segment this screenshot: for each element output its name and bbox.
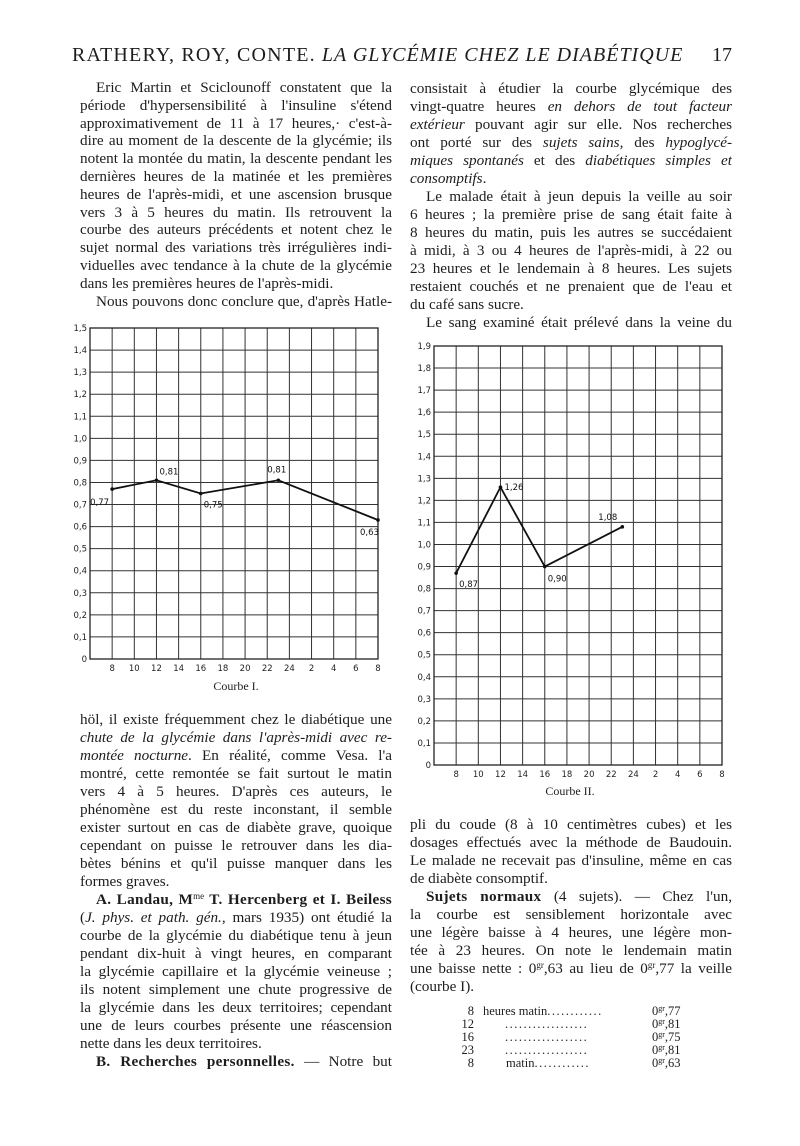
text-run: Le sang examiné était prélevé dans la veine du: [426, 314, 732, 331]
value-unit: gr: [658, 1017, 665, 1026]
leader-dots: ............: [547, 1005, 603, 1018]
value-unit: gr: [658, 1030, 665, 1039]
data-point: [376, 518, 380, 522]
bold-run: Sujets normaux: [426, 888, 542, 905]
italic-run: hypoglycé-: [665, 134, 732, 151]
superscript: me: [193, 891, 205, 901]
text-run: une baisse nette : 0: [410, 960, 537, 977]
x-tick-label: 20: [583, 770, 595, 780]
text-run: une de leurs courbes présente une réascension: [80, 1017, 392, 1034]
bold-run: T. Hercenberg et I. Beiless: [204, 891, 392, 908]
text-run: cependant on puisse le retrouver dans les dia-: [80, 837, 392, 854]
y-tick-label: 1,5: [417, 430, 431, 441]
text-run: la glycémie dans les deux territoires; cependant: [80, 999, 392, 1016]
label-text: heures matin: [483, 1005, 548, 1018]
bold-run: B. Recherches personnelles.: [96, 1053, 295, 1070]
text-run: consistait à étudier la courbe glycémique des: [410, 80, 732, 97]
x-tick-label: 16: [539, 770, 551, 780]
text-run: nette dans les deux territoires.: [80, 1035, 262, 1052]
text-run: ,77 la veille: [655, 960, 732, 977]
italic-run: en dehors de tout facteur: [547, 98, 732, 115]
data-point: [277, 478, 281, 482]
text-run: phénomène est du reste inconstant, il semble: [80, 801, 392, 818]
text-run: vers 3 à 5 heures du matin. Ils retrouvent la: [80, 203, 392, 221]
page-number: 17: [712, 44, 732, 66]
y-tick-label: 0,7: [417, 606, 431, 617]
value-decimal: ,81: [664, 1017, 681, 1031]
value-decimal: ,81: [664, 1043, 681, 1057]
hour-cell: 16: [461, 1030, 474, 1044]
text-run: la courbe est sensiblement horizontale avec: [410, 906, 732, 923]
x-tick-label: 14: [517, 770, 529, 780]
header-title: LA GLYCÉMIE CHEZ LE DIABÉTIQUE: [321, 44, 684, 66]
x-tick-label: 24: [283, 664, 295, 674]
text-run: restaient couchés et ne prenaient que de l'eau et: [410, 278, 732, 295]
x-tick-label: 24: [627, 770, 639, 780]
x-tick-label: 20: [239, 664, 251, 674]
x-tick-label: 8: [109, 664, 115, 674]
text-run: dire au moment de la descente de la glycémie; ils: [80, 132, 392, 150]
text-run: (: [80, 909, 86, 926]
x-tick-label: 8: [375, 664, 381, 674]
hour-cell: 12: [461, 1017, 474, 1031]
hour-cell: 8: [467, 1004, 474, 1018]
text-run: (4 sujets). — Chez l'un,: [541, 888, 732, 905]
y-tick-label: 1,6: [417, 408, 431, 419]
y-tick-label: 0,2: [417, 716, 431, 727]
bold-run: A. Landau, M: [96, 891, 194, 908]
text-run: höl, il existe fréquemment chez le diabétique une: [80, 711, 392, 728]
y-tick-label: 1,4: [417, 452, 431, 463]
data-point: [110, 487, 114, 491]
text-run: Nous pouvons donc conclure que, d'après Hatle-: [96, 292, 392, 310]
text-run: 23 heures et le lendemain à 8 heures. Les sujets: [410, 260, 732, 277]
plot-frame: [434, 346, 722, 765]
y-tick-label: 0,5: [417, 650, 431, 661]
x-tick-label: 8: [719, 770, 725, 780]
y-tick-label: 1,7: [417, 386, 431, 397]
label-text: matin: [506, 1057, 535, 1070]
y-tick-label: 0,2: [73, 610, 87, 621]
value-integer: 0: [652, 1056, 659, 1070]
x-tick-label: 10: [472, 770, 484, 780]
value-unit: gr: [658, 1004, 665, 1013]
x-tick-label: 22: [605, 770, 617, 780]
y-tick-label: 1,4: [73, 346, 87, 357]
text-run: ,63 au lieu de 0: [543, 960, 648, 977]
text-run: , des: [619, 134, 666, 151]
hour-cell: 8: [467, 1056, 474, 1070]
text-run: dernières heures de la matinée et les premières: [80, 167, 392, 185]
value-unit: gr: [658, 1043, 665, 1052]
x-tick-label: 4: [674, 770, 681, 780]
text-run: 8 heures du matin, puis les autres se succédaient: [410, 224, 732, 241]
y-tick-label: 0,1: [73, 632, 87, 643]
text-run: ils notent simplement une chute progressive de: [80, 981, 392, 998]
y-tick-label: 1,0: [417, 540, 431, 551]
text-run: approximativement de 11 à 17 heures,· c'est-à-: [80, 114, 392, 132]
y-tick-label: 0,1: [417, 738, 431, 749]
leader-dots: ............: [534, 1057, 590, 1070]
x-tick-label: 2: [308, 664, 315, 674]
y-tick-label: 1,3: [417, 474, 431, 485]
value-integer: 0: [652, 1030, 659, 1044]
y-tick-label: 1,1: [417, 518, 431, 529]
text-run: heures de l'après-midi, et une ascension brusque: [80, 185, 392, 203]
y-tick-label: 0,4: [417, 672, 431, 683]
x-tick-label: 4: [330, 664, 337, 674]
text-run: notent la montée du matin, la descente pendant les: [80, 150, 392, 168]
text-run: et des: [523, 152, 586, 169]
y-tick-label: 0,9: [73, 456, 87, 467]
y-tick-label: 0,7: [73, 500, 87, 511]
y-tick-label: 0,9: [417, 562, 431, 573]
data-point: [199, 492, 203, 496]
text-run: du café sans sucre.: [410, 296, 524, 313]
text-run: 6 heures ; la première prise de sang était faite à: [410, 206, 732, 223]
text-run: , mars 1935) ont étudié la: [221, 909, 392, 926]
value-decimal: ,77: [664, 1004, 681, 1018]
x-tick-label: 6: [697, 770, 703, 780]
data-label: 0,90: [547, 574, 567, 585]
y-tick-label: 1,9: [417, 342, 431, 352]
text-run: vers 4 à 5 heures. D'après ces auteurs, le: [80, 783, 392, 800]
chart-1: [73, 324, 380, 693]
value-decimal: ,63: [664, 1056, 681, 1070]
text-run: la glycémie capillaire et la glycémie veineuse ;: [80, 963, 392, 980]
x-tick-label: 6: [353, 664, 359, 674]
value-integer: 0: [652, 1043, 659, 1057]
text-run: dans les premières heures de l'après-midi.: [80, 274, 334, 292]
text-run: . En réalité, comme Vesa. l'a: [188, 747, 392, 764]
y-tick-label: 1,1: [73, 412, 87, 423]
text-run: — Notre but: [294, 1053, 392, 1070]
text-run: (courbe I).: [410, 978, 475, 995]
italic-run: consomptifs: [410, 170, 483, 187]
x-tick-label: 12: [151, 664, 162, 674]
y-tick-label: 0,4: [73, 566, 87, 577]
text-run: de diabète consomptif.: [410, 870, 548, 887]
data-label: 0,87: [459, 580, 479, 591]
text-run: Le malade ne recevait pas d'insuline, même en cas: [410, 852, 732, 869]
data-point: [543, 565, 547, 569]
text-run: courbe de la glycémie du diabétique tenu à jeun: [80, 927, 392, 944]
data-label: 0,63: [360, 527, 379, 538]
data-label: 0,81: [267, 465, 287, 476]
y-tick-label: 1,2: [73, 390, 87, 401]
figure-caption: Courbe II.: [545, 784, 595, 798]
text-run: Eric Martin et Sciclounoff constatent que la: [96, 79, 392, 96]
text-run: pouvant agir sur elle. Nos recherches: [464, 116, 732, 133]
x-tick-label: 2: [652, 770, 659, 780]
plot-frame: [90, 328, 378, 659]
y-tick-label: 0: [81, 655, 87, 665]
x-tick-label: 10: [128, 664, 140, 674]
text-run: .: [482, 170, 487, 187]
data-label: 0,75: [203, 500, 223, 511]
text-run: courbe des auteurs précédents et notent chez le: [80, 221, 392, 239]
y-tick-label: 0,8: [73, 478, 87, 489]
y-tick-label: 0: [425, 761, 431, 771]
italic-run: chute de la glycémie dans l'après-midi avec re-: [80, 729, 392, 746]
data-point: [155, 478, 159, 482]
data-label: 1,26: [504, 483, 524, 494]
y-tick-label: 1,5: [73, 324, 87, 334]
y-tick-label: 1,2: [417, 496, 431, 507]
data-label: 0,77: [90, 498, 110, 509]
value-unit: gr: [658, 1056, 665, 1065]
y-tick-label: 1,3: [73, 368, 87, 379]
data-point: [454, 571, 458, 575]
text-run: vingt-quatre heures: [410, 98, 548, 115]
italic-run: J. phys. et path. gén.: [85, 909, 222, 926]
data-point: [499, 485, 503, 489]
leader-dots: ..................: [505, 1044, 589, 1057]
text-run: une légère baisse à 4 heures, une légère mon-: [410, 924, 732, 941]
header-authors: RATHERY, ROY, CONTE.: [72, 44, 316, 66]
text-run: formes graves.: [80, 873, 170, 890]
y-tick-label: 0,3: [417, 694, 431, 705]
text-run: bètes bénins et qu'il puisse manquer dans les: [80, 855, 392, 872]
x-tick-label: 18: [217, 664, 229, 674]
superscript: gr: [536, 960, 544, 970]
value-integer: 0: [652, 1017, 659, 1031]
leader-dots: ..................: [505, 1031, 589, 1044]
x-tick-label: 18: [561, 770, 573, 780]
italic-run: sujets sains: [542, 134, 620, 151]
text-run: à midi, à 3 ou 4 heures de l'après-midi, à 22 ou: [410, 242, 732, 259]
text-run: sujet normal des variations très irrégulières indi-: [80, 239, 392, 257]
leader-dots: ..................: [505, 1018, 589, 1031]
text-run: pendant dix-huit à vingt heures, en comparant: [80, 945, 392, 962]
x-tick-label: 22: [261, 664, 273, 674]
y-tick-label: 1,8: [417, 364, 431, 375]
text-run: montré, cette remontée se fait surtout le matin: [80, 765, 392, 782]
x-tick-label: 16: [195, 664, 207, 674]
data-point: [621, 525, 625, 529]
text-run: dosages effectués avec la méthode de Baudouin.: [410, 834, 732, 851]
y-tick-label: 0,5: [73, 544, 87, 555]
figure-caption: Courbe I.: [213, 679, 259, 693]
x-tick-label: 12: [495, 770, 506, 780]
text-run: tée à 23 heures. On note le lendemain matin: [410, 942, 732, 959]
text-run: ont porté sur des: [410, 134, 543, 151]
text-run: exister surtout en cas de diabète grave, quoique: [80, 819, 392, 836]
data-label: 1,08: [598, 512, 618, 523]
italic-run: montée nocturne: [80, 747, 189, 764]
italic-run: miques spontanés: [410, 152, 524, 169]
data-label: 0,81: [159, 467, 179, 478]
value-integer: 0: [652, 1004, 659, 1018]
y-tick-label: 0,3: [73, 588, 87, 599]
italic-run: diabétiques simples et: [585, 152, 732, 169]
text-run: viduelles avec tendance à la chute de la glycémie: [80, 256, 392, 274]
text-run: période d'hypersensibilité à l'insuline s'étend: [80, 96, 392, 114]
y-tick-label: 0,8: [417, 584, 431, 595]
x-tick-label: 8: [453, 770, 459, 780]
value-decimal: ,75: [664, 1030, 681, 1044]
x-tick-label: 14: [173, 664, 185, 674]
chart-2: [417, 342, 724, 798]
superscript: gr: [647, 960, 656, 970]
y-tick-label: 1,0: [73, 434, 87, 445]
italic-run: extérieur: [410, 116, 465, 133]
y-tick-label: 0,6: [73, 522, 87, 533]
hour-cell: 23: [461, 1043, 474, 1057]
text-run: pli du coude (8 à 10 centimètres cubes) et les: [410, 816, 732, 833]
text-run: Le malade était à jeun depuis la veille au soir: [426, 188, 732, 205]
y-tick-label: 0,6: [417, 628, 431, 639]
